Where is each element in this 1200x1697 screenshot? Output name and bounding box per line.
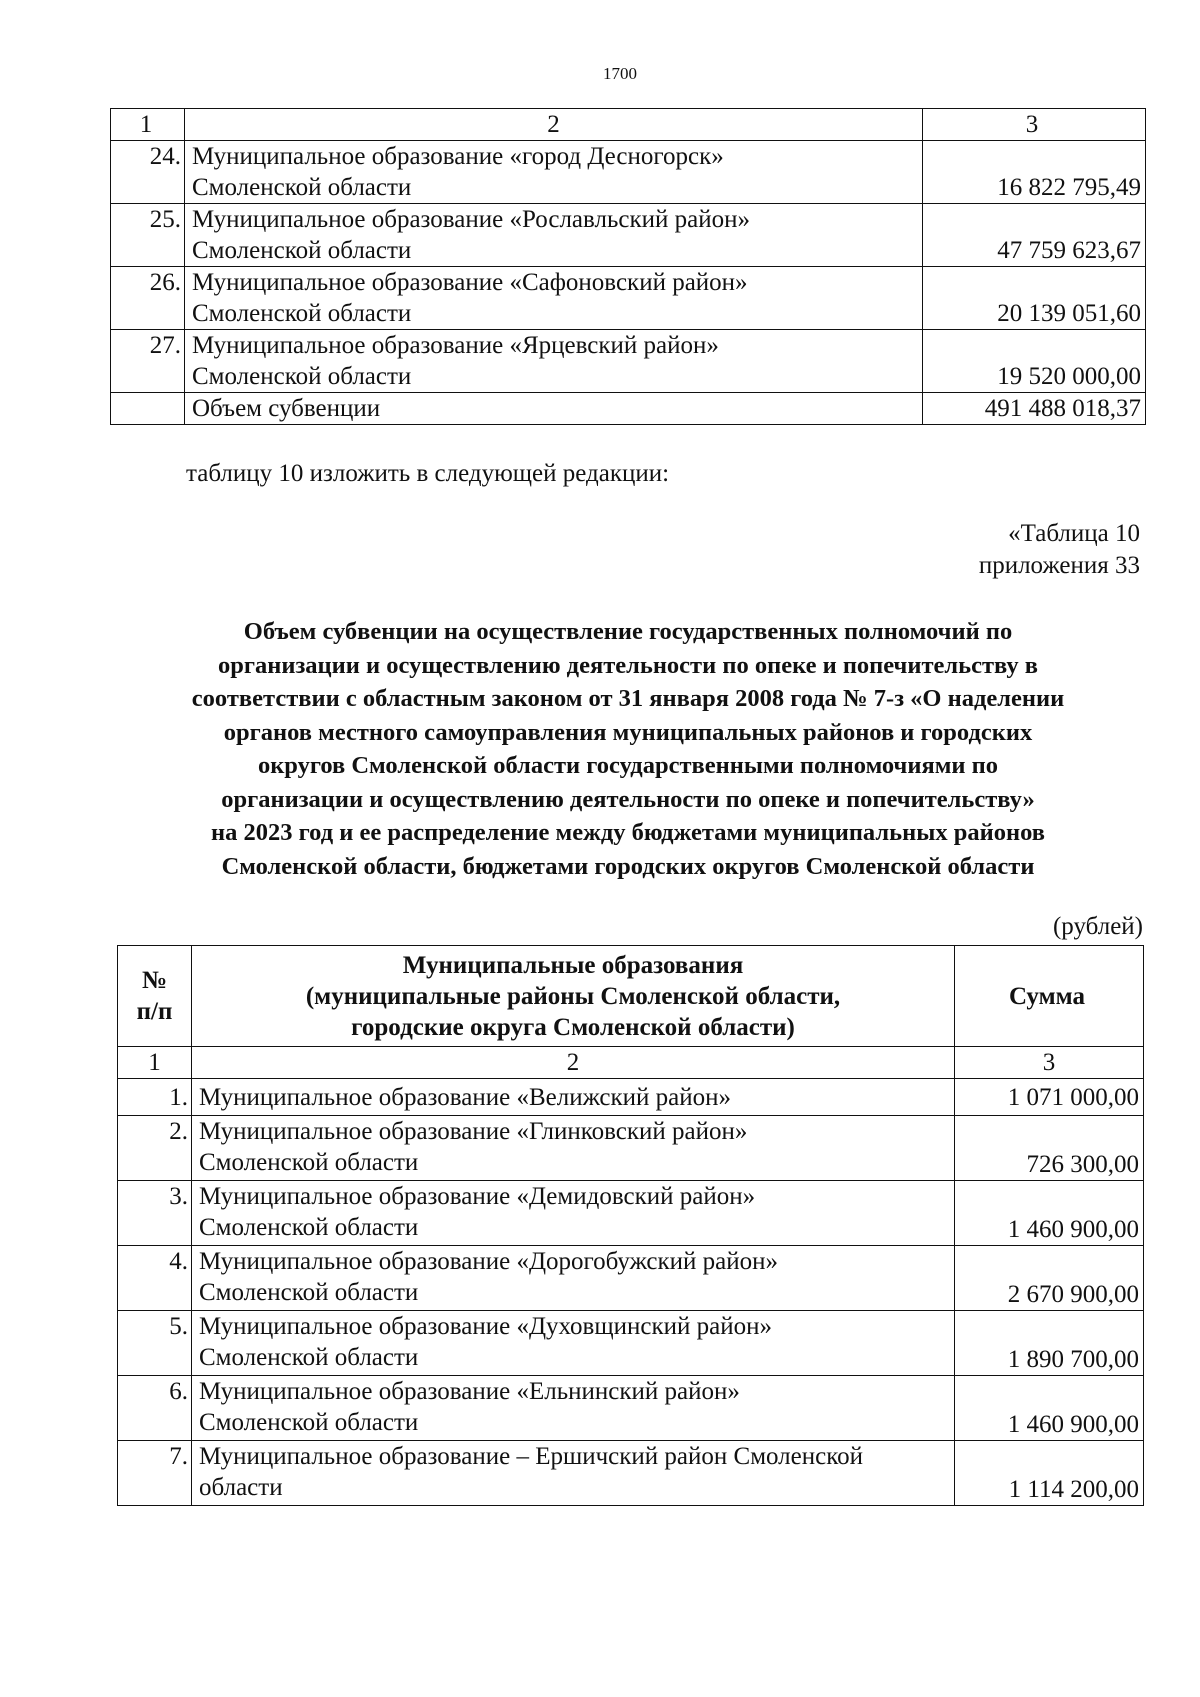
- row-name: [192, 1181, 955, 1246]
- table-row: [118, 1376, 1144, 1441]
- title-line: на 2023 год и ее распределение между бюджетами муниципальных районов: [211, 819, 1045, 846]
- header-name: [192, 946, 955, 1047]
- table-row: [118, 1079, 1144, 1116]
- row-name: [192, 1246, 955, 1311]
- row-sum: 1 460 900,00: [955, 1376, 1144, 1441]
- row-number: 5.: [118, 1311, 192, 1376]
- row-name: [192, 1116, 955, 1181]
- row-number: 2.: [118, 1116, 192, 1181]
- title-line: Смоленской области, бюджетами городских округов Смоленской области: [221, 852, 1035, 880]
- row-name-line: Смоленской области: [199, 1149, 419, 1176]
- row-name-line: Муниципальное образование «Дорогобужский район»: [199, 1248, 778, 1275]
- units-label: (рублей): [1052, 913, 1143, 940]
- row-name-line: Муниципальное образование «Духовщинский район»: [199, 1313, 772, 1340]
- row-name: [185, 204, 923, 267]
- title-line: органов местного самоуправления муниципальных районов и городских: [223, 718, 1033, 746]
- table-row: [111, 204, 1146, 267]
- index-cell: 3: [923, 109, 1146, 141]
- continued-table: [110, 108, 1146, 425]
- row-sum: 1 071 000,00: [955, 1079, 1144, 1116]
- row-name: [185, 141, 923, 204]
- row-name: Муниципальное образование «Велижский район»: [192, 1079, 955, 1116]
- row-sum: 1 114 200,00: [955, 1441, 1144, 1506]
- title-line: соответствии с областным законом от 31 января 2008 года № 7-з «О наделении: [191, 685, 1065, 712]
- header-sum: Сумма: [955, 946, 1144, 1047]
- total-row: [111, 393, 1146, 425]
- header-num-line: №: [141, 967, 168, 994]
- row-sum: 1 460 900,00: [955, 1181, 1144, 1246]
- index-cell: 1: [111, 109, 185, 141]
- instruction-text: таблицу 10 изложить в следующей редакции:: [186, 460, 670, 487]
- table-caption: [979, 518, 1140, 582]
- row-sum: 47 759 623,67: [923, 204, 1146, 267]
- row-sum: 726 300,00: [955, 1116, 1144, 1181]
- row-sum: 19 520 000,00: [923, 330, 1146, 393]
- index-cell: 1: [118, 1047, 192, 1079]
- row-number: 27.: [111, 330, 185, 393]
- row-number: [111, 393, 185, 425]
- row-name-line: Смоленской области: [192, 174, 412, 201]
- row-number: 6.: [118, 1376, 192, 1441]
- header-name-line: Муниципальные образования: [402, 951, 744, 979]
- header-num-line: п/п: [136, 998, 173, 1025]
- row-name: [185, 267, 923, 330]
- row-name-line: Смоленской области: [199, 1279, 419, 1306]
- index-cell: 2: [192, 1047, 955, 1079]
- row-number: 25.: [111, 204, 185, 267]
- row-name: [192, 1441, 955, 1506]
- header-name-line: (муниципальные районы Смоленской области,: [305, 982, 841, 1010]
- row-name-line: Смоленской области: [199, 1409, 419, 1436]
- row-number: 4.: [118, 1246, 192, 1311]
- table-row: [118, 1441, 1144, 1506]
- row-number: 24.: [111, 141, 185, 204]
- title-line: организации и осуществлению деятельности по опеке и попечительству»: [221, 785, 1035, 813]
- page-number: 1700: [603, 64, 637, 83]
- table-row: [118, 1246, 1144, 1311]
- header-num: [118, 946, 192, 1047]
- row-name-line: Смоленской области: [192, 300, 412, 327]
- header-name-line: городские округа Смоленской области): [351, 1013, 795, 1041]
- row-sum: 16 822 795,49: [923, 141, 1146, 204]
- row-name: [185, 330, 923, 393]
- row-name-line: Муниципальное образование «город Десногорск»: [192, 143, 724, 170]
- row-name-line: Смоленской области: [199, 1214, 419, 1241]
- caption-line: приложения 33: [978, 552, 1140, 579]
- title-line: округов Смоленской области государственными полномочиями по: [257, 752, 999, 779]
- row-sum: 1 890 700,00: [955, 1311, 1144, 1376]
- title-line: организации и осуществлению деятельности по опеке и попечительству в: [217, 651, 1039, 679]
- row-number: 1.: [118, 1079, 192, 1116]
- document-title: [110, 615, 1146, 883]
- subvention-table: [117, 945, 1144, 1506]
- row-name-line: Смоленской области: [192, 363, 412, 390]
- row-name: [192, 1311, 955, 1376]
- caption-line: «Таблица 10: [1008, 520, 1140, 547]
- row-name-line: области: [199, 1474, 283, 1501]
- table-header-row: [118, 946, 1144, 1047]
- title-line: Объем субвенции на осуществление государственных полномочий по: [243, 618, 1013, 645]
- row-number: 3.: [118, 1181, 192, 1246]
- row-name-line: Смоленской области: [192, 237, 412, 264]
- row-name-line: Муниципальное образование «Глинковский район»: [199, 1118, 748, 1145]
- row-name-line: Муниципальное образование «Демидовский район»: [199, 1183, 756, 1210]
- table-row: [111, 141, 1146, 204]
- row-name-line: Смоленской области: [199, 1344, 419, 1371]
- row-number: 7.: [118, 1441, 192, 1506]
- table-index-row: [118, 1047, 1144, 1079]
- total-label: Объем субвенции: [185, 393, 923, 425]
- index-cell: 2: [185, 109, 923, 141]
- table-row: [118, 1181, 1144, 1246]
- table-row: [118, 1311, 1144, 1376]
- total-sum: 491 488 018,37: [923, 393, 1146, 425]
- row-name-line: Муниципальное образование «Рославльский район»: [192, 206, 750, 233]
- row-name-line: Муниципальное образование – Ершичский район Смоленской: [199, 1443, 863, 1470]
- table-row: [111, 330, 1146, 393]
- row-sum: 2 670 900,00: [955, 1246, 1144, 1311]
- table-row: [111, 267, 1146, 330]
- index-cell: 3: [955, 1047, 1144, 1079]
- row-name-line: Муниципальное образование «Сафоновский район»: [192, 269, 748, 296]
- row-name-line: Муниципальное образование «Ельнинский район»: [199, 1378, 740, 1405]
- table-index-row: [111, 109, 1146, 141]
- row-name-line: Муниципальное образование «Ярцевский район»: [192, 332, 719, 359]
- table-row: [118, 1116, 1144, 1181]
- row-number: 26.: [111, 267, 185, 330]
- row-sum: 20 139 051,60: [923, 267, 1146, 330]
- row-name: [192, 1376, 955, 1441]
